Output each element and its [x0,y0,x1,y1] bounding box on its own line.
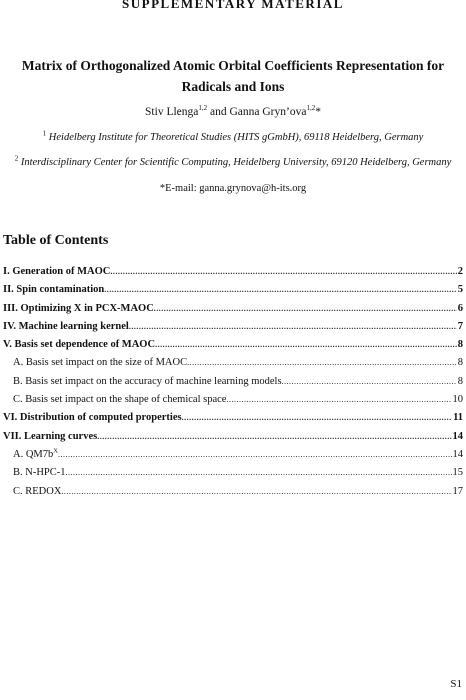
author-line [0,106,466,118]
toc-entry-label [3,321,129,332]
toc-entry-label [3,303,154,314]
toc-leader-dots [97,432,451,441]
toc-entry-label [13,486,61,497]
toc-entry-page: 15 [452,467,463,479]
toc-entry-label [13,394,226,405]
toc-entry-page: 14 [452,430,463,442]
corresponding-author-mark: * [315,106,321,118]
toc-entry-label [3,412,182,423]
toc-entry-page: 14 [452,448,463,460]
toc-leader-dots [154,304,457,313]
toc-entry-label [3,284,104,295]
toc-leader-dots [110,267,456,276]
toc-leader-dots [104,285,457,294]
toc-entry-label-text: C. REDOX [13,485,62,497]
table-of-contents [3,266,463,504]
toc-entry[interactable] [3,376,463,394]
toc-entry-label-text: IV. Machine learning kernel [3,320,129,332]
toc-entry-label [3,339,155,350]
supplementary-heading: SUPPLEMENTARY MATERIAL [122,0,344,11]
paper-title: Matrix of Orthogonalized Atomic Orbital Coefficients Representation for Radicals and Ions [21,58,445,94]
toc-entry-label-text: B. Basis set impact on the accuracy of machine learning models [13,375,282,387]
affiliation-text: Interdisciplinary Center for Scientific Computing, Heidelberg University, 69120 Heidelberg, Germany [18,157,452,168]
toc-entry-label-text: VI. Distribution of computed properties [3,412,182,424]
toc-entry[interactable] [3,339,463,357]
toc-entry-label-text: II. Spin contamination [3,284,105,296]
toc-entry-superscript: X [53,447,58,455]
affiliation-text: Heidelberg Institute for Theoretical Studies (HITS gGmbH), 69118 Heidelberg, Germany [46,132,424,143]
toc-entry[interactable] [3,357,463,375]
toc-leader-dots [66,468,452,477]
toc-entry-label [13,467,66,478]
toc-entry[interactable] [3,412,463,430]
toc-entry-label [3,266,110,277]
affiliation-number: 1 [42,129,47,138]
toc-leader-dots [282,377,457,386]
toc-leader-dots [129,322,457,331]
toc-leader-dots [226,395,451,404]
toc-entry[interactable] [3,467,463,485]
affiliation-2 [0,154,466,168]
toc-leader-dots [155,340,457,349]
toc-entry-label-text: I. Generation of MAOC [3,266,111,277]
toc-entry[interactable] [3,303,463,321]
corresponding-email: *E-mail: ganna.grynova@h-its.org [159,183,307,194]
affiliation-1 [0,129,466,143]
toc-entry-page: 11 [453,412,463,424]
toc-entry[interactable] [3,321,463,339]
toc-entry-page: 17 [452,485,463,497]
toc-entry-page: 8 [457,375,463,387]
toc-entry-page: 7 [457,320,463,332]
toc-entry-page: 2 [457,266,463,277]
toc-entry-label [13,376,282,387]
toc-entry[interactable] [3,431,463,449]
toc-leader-dots [61,487,451,496]
toc-entry-label-text: A. QM7b [13,448,54,460]
toc-heading: Table of Contents [3,233,109,248]
toc-entry[interactable] [3,394,463,412]
toc-entry-label-text: C. Basis set impact on the shape of chemical space [13,394,227,406]
toc-entry-page: 10 [452,394,463,406]
toc-entry-page: 8 [457,339,463,351]
toc-leader-dots [58,450,452,459]
toc-entry-label-text: VII. Learning curves [3,430,98,442]
author-name: Stiv Llenga [145,106,199,118]
toc-leader-dots [182,413,452,422]
toc-entry-label-text: III. Optimizing X in PCX-MAOC [3,302,154,314]
toc-entry[interactable] [3,449,463,467]
toc-entry-label-text: B. N-HPC-1 [13,467,66,479]
toc-entry[interactable] [3,486,463,504]
author-affiliation-mark: 1,2 [306,104,316,113]
affiliation-number: 2 [14,154,19,163]
toc-leader-dots [187,358,457,367]
toc-entry-label [3,431,97,442]
toc-entry[interactable] [3,284,463,302]
toc-entry-page: 8 [457,357,463,369]
author-name: Ganna Gryn’ova [229,106,307,118]
author-conjunction: and [207,106,230,118]
toc-entry[interactable] [3,266,463,284]
toc-entry-page: 6 [457,302,463,314]
author-affiliation-mark: 1,2 [198,104,208,113]
toc-entry-label [13,449,58,460]
toc-entry-label-text: V. Basis set dependence of MAOC [3,339,156,351]
toc-entry-label [13,357,187,368]
toc-entry-label-text: A. Basis set impact on the size of MAOC [13,357,188,369]
page-number: S1 [450,678,462,690]
toc-entry-page: 5 [457,284,463,296]
